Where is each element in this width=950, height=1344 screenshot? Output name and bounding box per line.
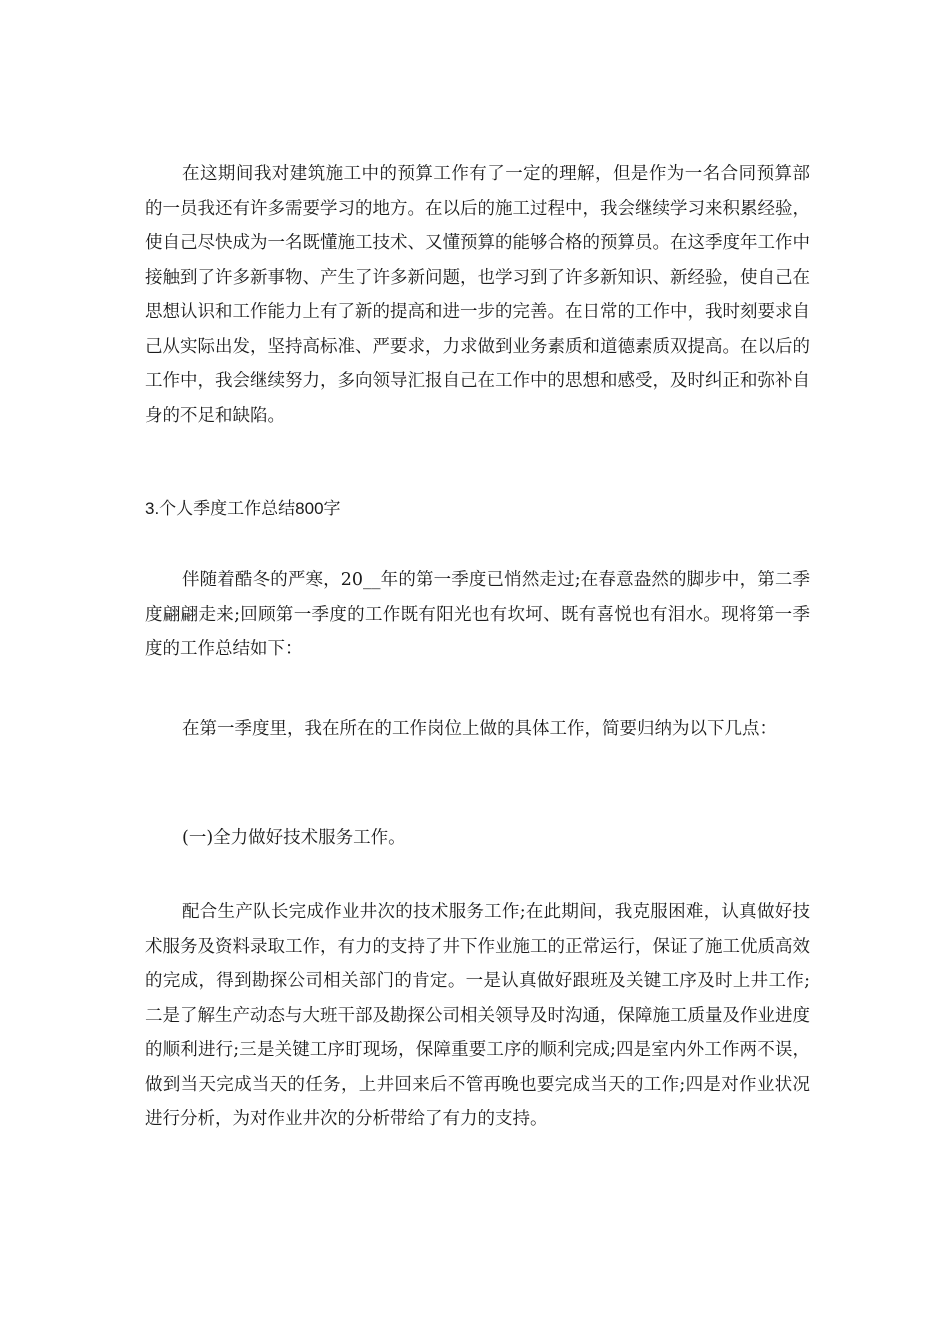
paragraph-quarter-intro: 伴随着酷冬的严寒，20__年的第一季度已悄然走过;在春意盎然的脚步中，第二季度翩翩走来;回顾第一季度的工作既有阳光也有坎坷、既有喜悦也有泪水。现将第一季度的工作总结如下： bbox=[145, 570, 810, 659]
paragraph-budget-reflection: 在这期间我对建筑施工中的预算工作有了一定的理解，但是作为一名合同预算部的一员我还有许多需要学习的地方。在以后的施工过程中，我会继续学习来积累经验，使自己尽快成为一名既懂施工技术、又懂预算的能够合格的预算员。在这季度年工作中接触到了许多新事物、产生了许多新问题，也学习到了许多新知识、新经验，使自己在思想认识和工作能力上有了新的提高和进一步的完善。在日常的工作中，我时刻要求自己从实际出发，坚持高标准、严要求，力求做到业务素质和道德素质双提高。在以后的工作中，我会继续努力，多向领导汇报自己在工作中的思想和感受，及时纠正和弥补自身的不足和缺陷。 bbox=[145, 164, 810, 426]
paragraph-technical-service-details: 配合生产队长完成作业井次的技术服务工作;在此期间，我克服困难，认真做好技术服务及资料录取工作，有力的支持了井下作业施工的正常运行，保证了施工优质高效的完成，得到勘探公司相关部门的肯定。一是认真做好跟班及关键工序及时上井工作;二是了解生产动态与大班干部及勘探公司相关领导及时沟通，保障施工质量及作业进度的顺利进行;三是关键工序盯现场，保障重要工序的顺利完成;四是室内外工作两不误，做到当天完成当天的任务，上井回来后不管再晚也要完成当天的工作;四是对作业状况进行分析，为对作业井次的分析带给了有力的支持。 bbox=[145, 902, 810, 1129]
section-heading: 3.个人季度工作总结800字 bbox=[145, 499, 341, 518]
subheading-technical-service: (一)全力做好技术服务工作。 bbox=[182, 828, 406, 848]
paragraph-work-summary-intro: 在第一季度里，我在所在的工作岗位上做的具体工作，简要归纳为以下几点： bbox=[182, 719, 777, 739]
